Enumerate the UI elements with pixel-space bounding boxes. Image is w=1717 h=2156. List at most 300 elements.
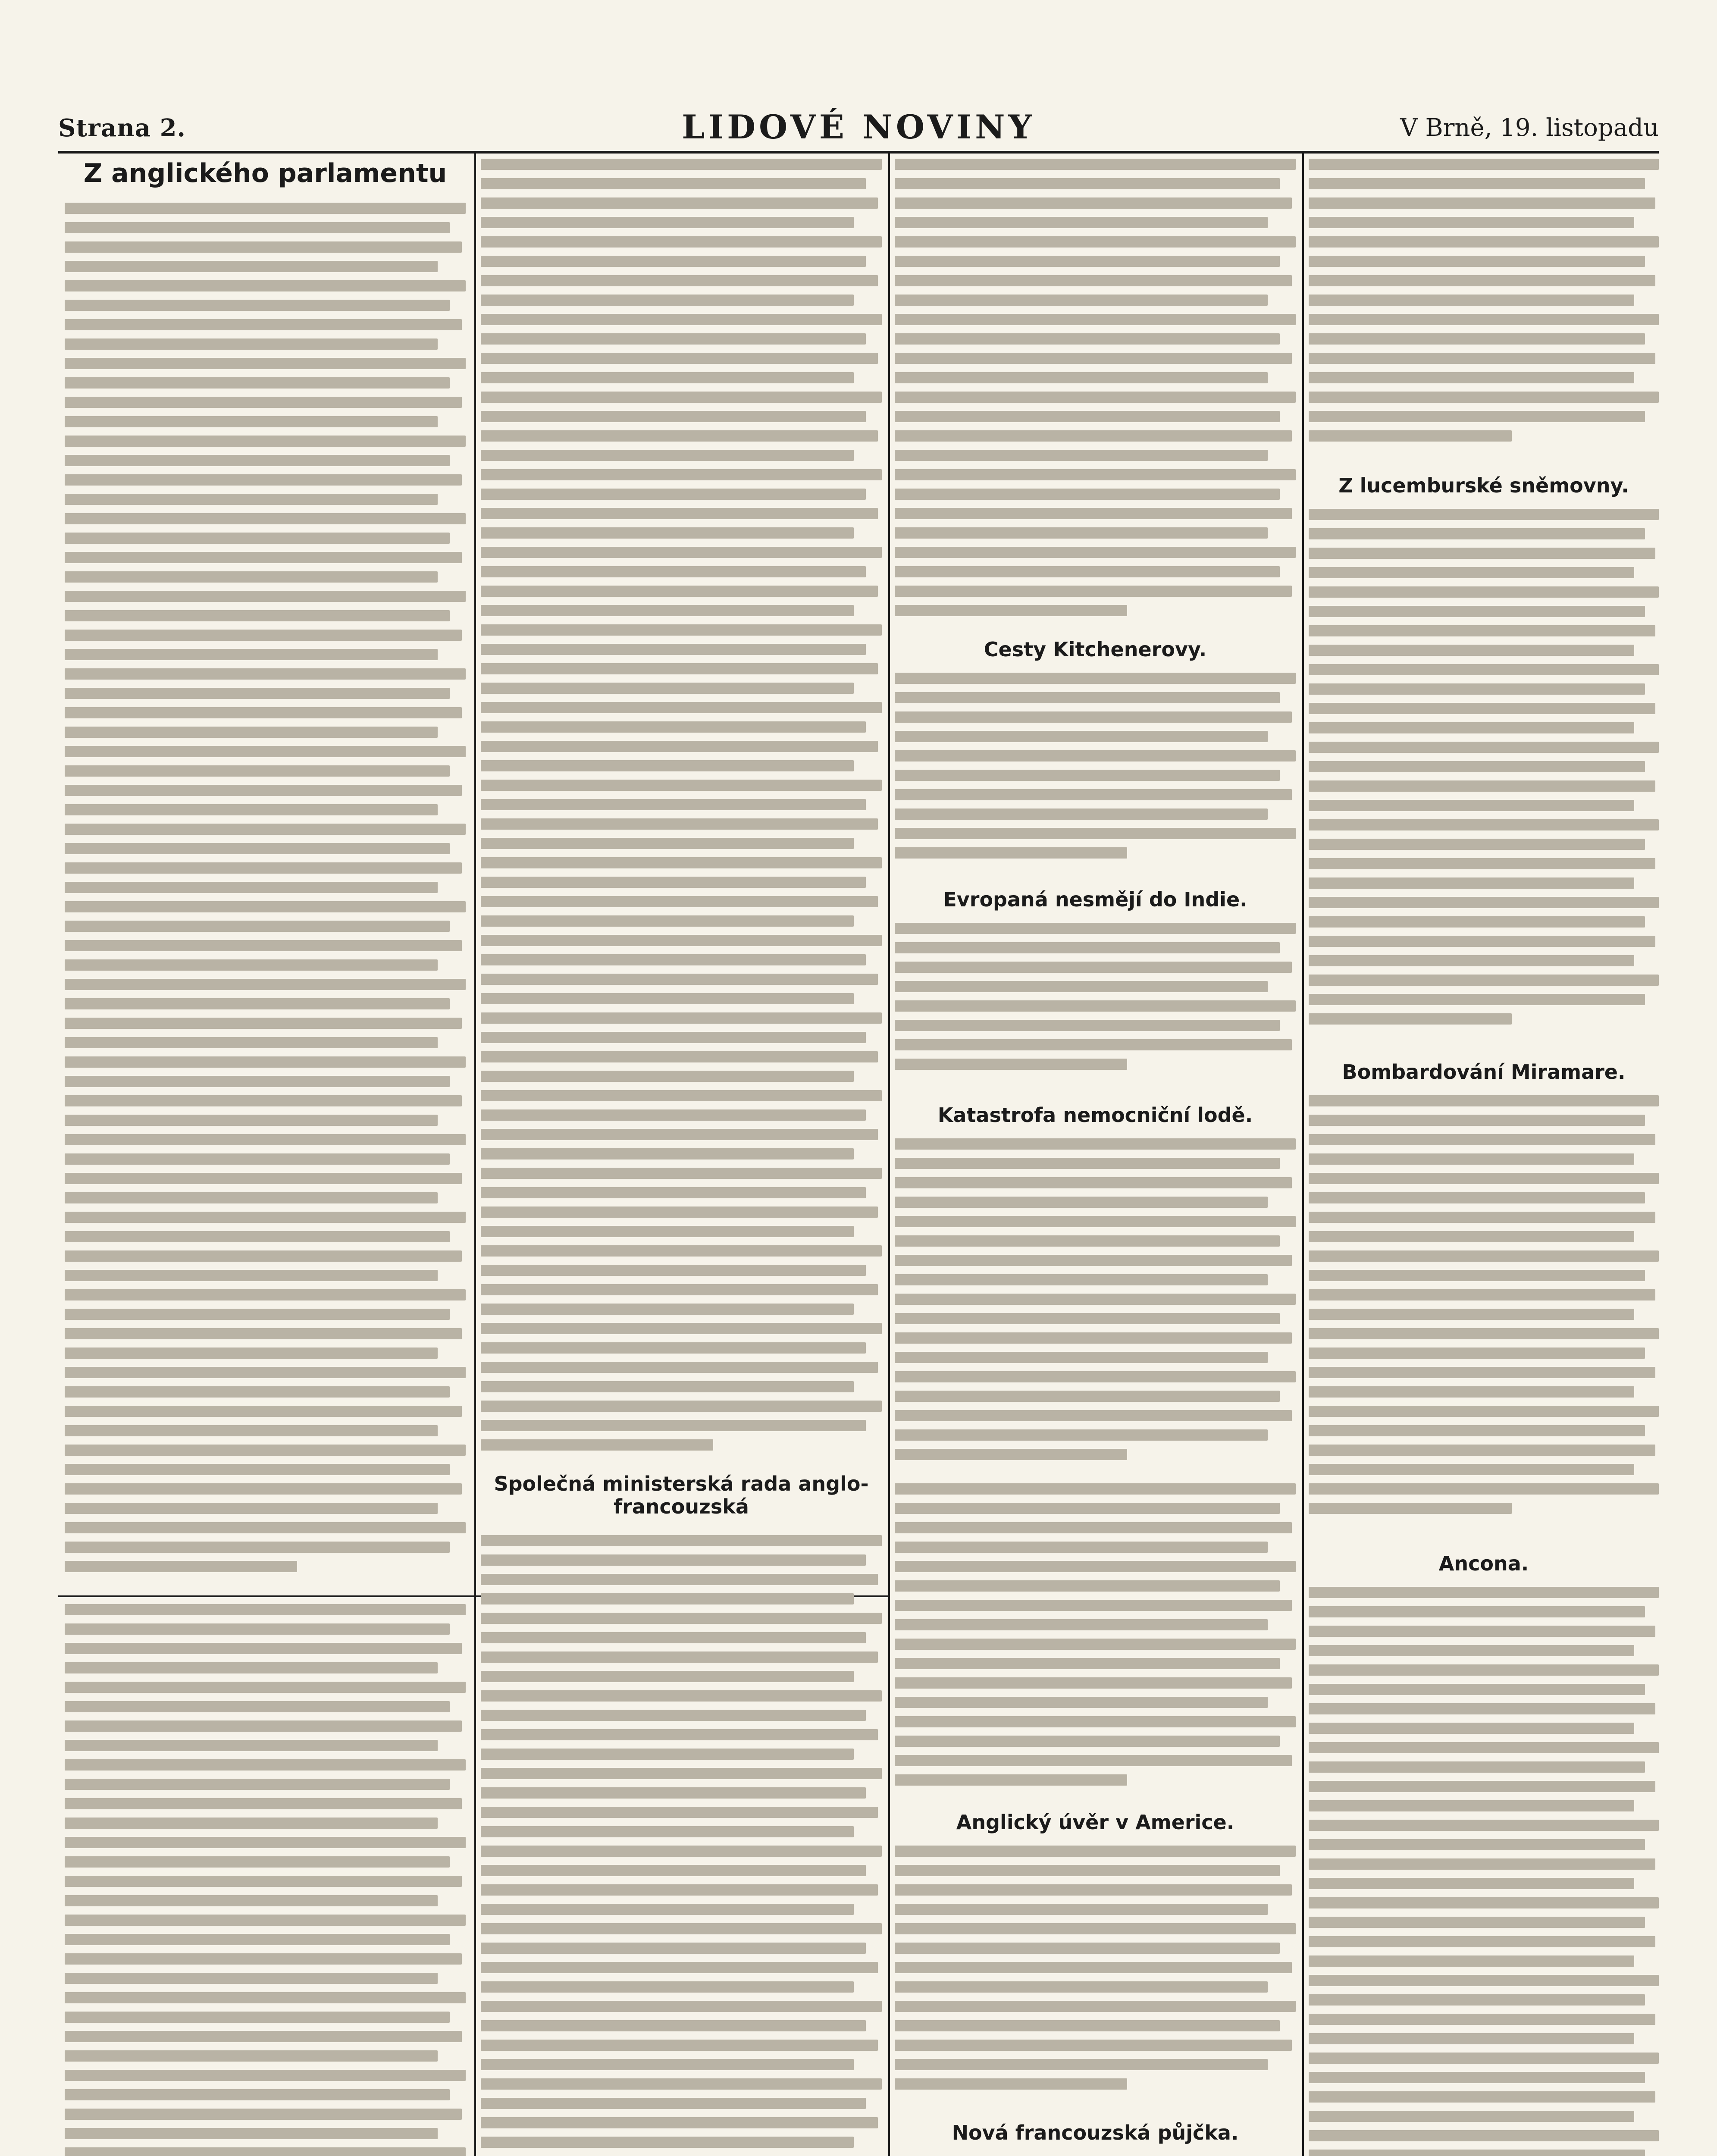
text-line [65, 979, 466, 990]
text-line [481, 605, 854, 616]
text-line [65, 901, 466, 912]
text-line [1309, 1878, 1634, 1889]
text-line [65, 1367, 466, 1378]
headline-luxembourg: Z lucemburské sněmovny. [1338, 474, 1629, 497]
text-line [895, 333, 1280, 345]
text-line [895, 489, 1280, 500]
article-body [895, 159, 1296, 624]
text-line [65, 1056, 466, 1068]
text-line [1309, 567, 1634, 578]
text-line [895, 1059, 1127, 1070]
text-line [481, 527, 854, 539]
text-line [1309, 645, 1634, 656]
text-line [481, 915, 854, 927]
text-line [65, 998, 450, 1009]
text-line [1309, 197, 1655, 209]
text-line [65, 1915, 466, 1926]
text-line [481, 877, 866, 888]
headline-parliament: Z anglického parlamentu [83, 158, 447, 188]
text-line [895, 1503, 1280, 1514]
text-line [1309, 392, 1659, 403]
text-line [481, 1981, 854, 1993]
text-line [1309, 1348, 1645, 1359]
text-line [1309, 1645, 1634, 1656]
text-line [481, 1342, 866, 1354]
text-line [65, 416, 438, 427]
text-line [65, 1837, 466, 1848]
text-line [1309, 1270, 1645, 1281]
headline-miramare: Bombardování Miramare. [1342, 1060, 1626, 1084]
text-line [895, 1542, 1268, 1553]
text-line [1309, 430, 1512, 442]
text-line [895, 1313, 1280, 1324]
text-line [65, 688, 450, 699]
text-line [481, 799, 866, 810]
text-line [481, 353, 878, 364]
text-line [1309, 1425, 1645, 1436]
text-line [65, 1934, 450, 1945]
text-line [895, 1561, 1296, 1572]
text-line [65, 1464, 450, 1475]
text-line [895, 1000, 1296, 1012]
text-line [481, 217, 854, 228]
text-line [65, 1328, 462, 1339]
text-line [65, 280, 466, 291]
text-line [65, 1212, 466, 1223]
text-line [481, 1439, 713, 1451]
text-line [65, 338, 438, 350]
text-line [481, 644, 866, 655]
text-line [895, 1981, 1268, 1993]
text-line [65, 862, 462, 874]
text-line [65, 1779, 450, 1790]
text-line [1309, 664, 1659, 675]
text-line [65, 765, 450, 777]
text-line [481, 450, 854, 461]
text-line [895, 1371, 1296, 1382]
text-line [65, 1250, 462, 1262]
text-line [1309, 1587, 1659, 1598]
text-line [65, 1270, 438, 1281]
text-line [1309, 295, 1634, 306]
text-line [65, 319, 462, 330]
text-line [481, 1109, 866, 1121]
text-line [895, 1736, 1280, 1747]
article-body [895, 1846, 1296, 2104]
text-line [481, 2137, 854, 2148]
text-line [65, 1561, 297, 1572]
text-line [65, 1018, 462, 1029]
text-line [481, 392, 882, 403]
text-line [1309, 955, 1634, 966]
text-line [895, 1158, 1280, 1169]
text-line [1309, 1897, 1659, 1908]
text-line [481, 1710, 866, 1721]
text-line [481, 295, 854, 306]
text-line [481, 993, 854, 1004]
article-body [895, 1138, 1296, 1479]
text-line [895, 2020, 1280, 2031]
text-line [481, 2040, 878, 2051]
text-line [895, 692, 1280, 703]
text-line [895, 923, 1296, 934]
text-line [481, 275, 878, 286]
text-line [895, 981, 1268, 992]
text-line [1309, 2111, 1634, 2122]
text-line [65, 843, 450, 854]
text-line [65, 630, 462, 641]
text-line [895, 159, 1296, 170]
text-line [1309, 936, 1655, 947]
text-line [1309, 1013, 1512, 1025]
text-line [65, 474, 462, 486]
text-line [481, 1381, 854, 1392]
text-line [481, 1032, 866, 1043]
text-line [895, 314, 1296, 325]
text-line [895, 750, 1296, 761]
text-line [481, 1787, 866, 1799]
text-line [65, 1818, 438, 1829]
text-line [1309, 275, 1655, 286]
text-line [481, 2059, 854, 2070]
text-line [481, 314, 882, 325]
article-body [895, 673, 1296, 875]
text-line [481, 896, 878, 907]
text-line [65, 1604, 466, 1615]
text-line [65, 1134, 466, 1145]
text-line [65, 1406, 462, 1417]
text-line [1309, 722, 1634, 733]
text-line [1309, 625, 1655, 636]
text-line [1309, 1231, 1634, 1242]
text-line [65, 1445, 466, 1456]
text-line [1309, 877, 1634, 889]
text-line [65, 1425, 438, 1436]
text-line [1309, 178, 1645, 189]
text-line [1309, 1761, 1645, 1773]
text-line [895, 2078, 1127, 2090]
text-line [1309, 1386, 1634, 1398]
text-line [1309, 256, 1645, 267]
text-line [1309, 1936, 1655, 1947]
text-line [65, 241, 462, 253]
text-line [65, 1153, 450, 1165]
text-line [895, 295, 1268, 306]
text-line [1309, 1955, 1634, 1967]
text-line [481, 1865, 866, 1876]
text-line [895, 1274, 1268, 1285]
text-line [895, 1449, 1127, 1460]
text-line [895, 469, 1296, 480]
text-line [895, 770, 1280, 781]
text-line [481, 1632, 866, 1643]
text-line [65, 804, 438, 815]
text-line [481, 1265, 866, 1276]
text-line [1309, 1975, 1659, 1986]
text-line [481, 935, 882, 946]
text-line [481, 1362, 878, 1373]
text-line [1309, 761, 1645, 772]
text-line [481, 256, 866, 267]
text-line [481, 702, 882, 713]
newspaper-masthead: LIDOVÉ NOVINY [682, 108, 1035, 146]
text-line [1309, 839, 1645, 850]
text-line [65, 533, 450, 544]
text-line [481, 469, 882, 480]
text-line [481, 1420, 866, 1431]
text-line [895, 236, 1296, 248]
text-line [481, 721, 866, 733]
article-body [65, 1604, 466, 2156]
text-line [1309, 1858, 1655, 1870]
text-line [1309, 1406, 1659, 1417]
text-line [481, 1574, 878, 1585]
text-line [895, 731, 1268, 742]
text-line [65, 1386, 450, 1398]
text-line [895, 256, 1280, 267]
text-line [895, 2059, 1268, 2070]
text-line [1309, 548, 1655, 559]
text-line [65, 1095, 462, 1106]
article-body [65, 203, 466, 1587]
text-line [895, 217, 1268, 228]
text-line [1309, 858, 1655, 869]
text-line [895, 789, 1292, 800]
text-line [481, 1245, 882, 1257]
text-line [895, 1255, 1292, 1266]
text-line [1309, 2150, 1645, 2156]
text-line [895, 942, 1280, 953]
text-line [481, 1206, 878, 1218]
text-line [65, 1662, 438, 1673]
text-line [895, 1580, 1280, 1592]
text-line [65, 397, 462, 408]
text-line [1309, 1095, 1659, 1106]
text-line [481, 1807, 878, 1818]
text-line [481, 760, 854, 771]
text-line [895, 1904, 1268, 1915]
text-line [1309, 800, 1634, 811]
text-line [1309, 1742, 1659, 1753]
text-line [481, 508, 878, 519]
text-line [1309, 1839, 1645, 1850]
text-line [481, 586, 878, 597]
text-line [65, 2012, 450, 2023]
text-line [895, 1755, 1292, 1766]
text-line [1309, 1173, 1659, 1184]
text-line [65, 1643, 462, 1654]
text-line [481, 1129, 878, 1140]
text-line [1309, 1994, 1645, 2006]
text-line [481, 780, 882, 791]
text-line [481, 683, 854, 694]
text-line [65, 1623, 450, 1635]
text-line [481, 2098, 866, 2109]
text-line [65, 358, 466, 369]
text-line [481, 2078, 882, 2090]
text-line [65, 1348, 438, 1359]
text-line [481, 2001, 882, 2012]
text-line [1309, 1115, 1645, 1126]
text-line [895, 1639, 1296, 1650]
text-line [65, 1682, 466, 1693]
text-line [65, 2031, 462, 2042]
text-line [481, 1304, 854, 1315]
text-line [481, 1554, 866, 1566]
text-line [65, 610, 450, 621]
text-line [481, 2020, 866, 2031]
text-line [65, 1192, 438, 1203]
text-line [895, 1352, 1268, 1363]
text-line [481, 1690, 882, 1702]
text-line [895, 1391, 1280, 1402]
text-line [65, 1503, 438, 1514]
text-line [481, 624, 882, 636]
text-line [65, 1876, 462, 1887]
text-line [1309, 1917, 1645, 1928]
text-line [1309, 411, 1645, 422]
text-line [1309, 975, 1659, 986]
text-line [1309, 1606, 1645, 1617]
text-line [65, 785, 462, 796]
text-line [481, 1187, 866, 1198]
text-line [1309, 1664, 1659, 1676]
text-line [1309, 780, 1655, 792]
text-line [481, 1090, 882, 1101]
text-line [1309, 2091, 1655, 2103]
text-line [481, 1012, 882, 1024]
text-line [65, 959, 438, 971]
text-line [895, 372, 1268, 383]
text-line [481, 1749, 854, 1760]
text-line [65, 1856, 450, 1868]
text-line [481, 1535, 882, 1546]
text-line [895, 1197, 1268, 1208]
text-line [895, 1716, 1296, 1727]
text-line [895, 392, 1296, 403]
text-line [1309, 1503, 1512, 1514]
article-body [1309, 159, 1659, 461]
text-line [65, 1076, 450, 1087]
text-line [1309, 1328, 1659, 1339]
text-line [895, 178, 1280, 189]
text-line [895, 1658, 1280, 1669]
text-line [1309, 1367, 1655, 1378]
text-line [481, 1671, 854, 1682]
text-line [481, 741, 878, 752]
text-line [65, 707, 462, 718]
text-line [895, 1943, 1280, 1954]
text-line [1309, 994, 1645, 1005]
text-line [895, 605, 1127, 616]
text-line [65, 1289, 466, 1300]
text-line [1309, 683, 1645, 695]
text-line [65, 1483, 462, 1495]
text-line [1309, 1445, 1655, 1456]
text-line [895, 1332, 1292, 1344]
text-line [481, 1051, 878, 1062]
text-line [481, 974, 878, 985]
text-line [895, 711, 1292, 723]
text-line [895, 547, 1296, 558]
text-line [65, 552, 462, 563]
text-line [895, 1846, 1296, 1857]
text-line [481, 430, 878, 442]
text-line [1309, 2033, 1634, 2044]
text-line [1309, 236, 1659, 248]
text-line [481, 1904, 854, 1915]
text-line [1309, 159, 1659, 170]
text-line [1309, 1250, 1659, 1262]
text-line [1309, 819, 1659, 830]
text-line [65, 2050, 438, 2062]
text-line [65, 261, 438, 272]
text-line [65, 2109, 462, 2120]
text-line [65, 1953, 462, 1965]
text-line [895, 430, 1292, 442]
text-line [65, 1542, 450, 1553]
article-body [895, 1483, 1296, 1802]
text-line [895, 962, 1292, 973]
text-line [65, 1720, 462, 1732]
text-line [65, 591, 466, 602]
text-line [65, 300, 450, 311]
text-line [65, 1740, 438, 1751]
text-line [481, 566, 866, 577]
text-line [1309, 1781, 1655, 1792]
text-line [65, 1759, 466, 1771]
text-line [481, 1168, 882, 1179]
text-line [481, 1401, 882, 1412]
text-line [65, 1973, 438, 1984]
headline-credit-america: Anglický úvěr v Americe. [956, 1811, 1234, 1834]
article-body [481, 1535, 882, 2156]
text-line [895, 1697, 1268, 1708]
text-line [481, 857, 882, 868]
text-line [895, 1865, 1280, 1876]
text-line [65, 2070, 466, 2081]
text-line [895, 1619, 1268, 1630]
text-line [481, 663, 878, 674]
text-line [895, 1020, 1280, 1031]
text-line [65, 940, 462, 951]
text-line [481, 1826, 854, 1837]
issue-date: V Brně, 19. listopadu [1400, 114, 1659, 142]
text-line [481, 489, 866, 500]
text-line [481, 1593, 854, 1604]
headline-hospital-ship: Katastrofa nemocniční lodě. [937, 1103, 1253, 1127]
text-line [1309, 528, 1645, 539]
text-line [481, 954, 866, 965]
text-line [65, 571, 438, 583]
text-line [481, 1943, 866, 1954]
headline-french-loan: Nová francouzská půjčka. [952, 2121, 1239, 2144]
text-line [65, 649, 438, 660]
text-line [1309, 2072, 1645, 2083]
text-line [895, 1235, 1280, 1247]
text-line [895, 1962, 1292, 1973]
text-line [895, 586, 1292, 597]
text-line [895, 1600, 1292, 1611]
text-line [65, 203, 466, 214]
headline-ministerial-council: Společná ministerská rada anglo-francouzská [494, 1472, 869, 1518]
text-line [481, 1729, 878, 1740]
text-line [481, 1613, 882, 1624]
text-line [481, 1226, 854, 1237]
text-line [481, 1962, 878, 1973]
text-line [481, 1923, 882, 1934]
text-line [65, 513, 466, 524]
